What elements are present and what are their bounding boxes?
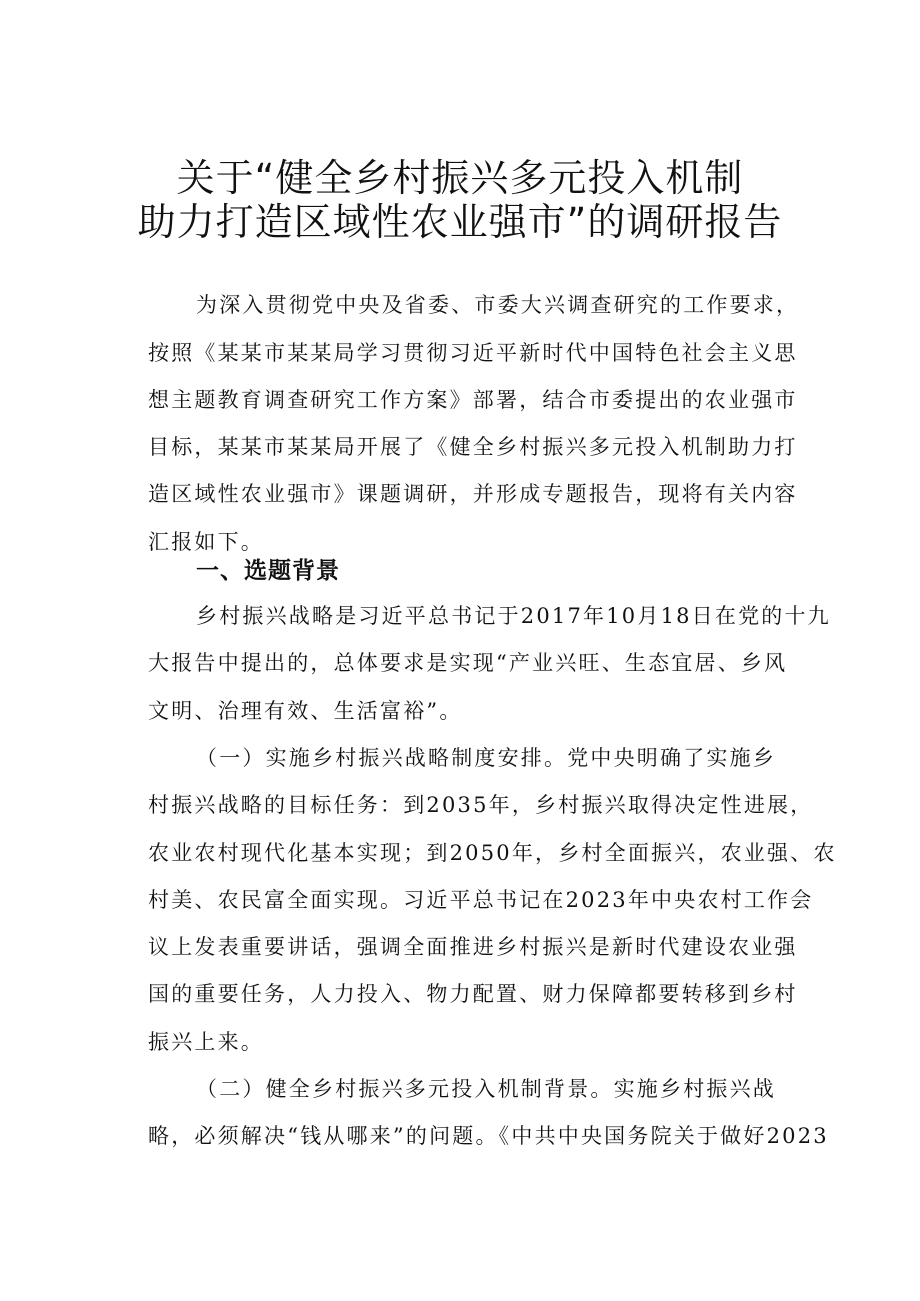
body-line: 目标，某某市某某局开展了《健全乡村振兴多元投入机制助力打 [148, 435, 798, 459]
body-line: 为深入贯彻党中央及省委、市委大兴调查研究的工作要求， [196, 293, 800, 317]
body-line: 想主题教育调查研究工作方案》部署，结合市委提出的农业强市 [148, 388, 798, 412]
body-line: 国的重要任务，人力投入、物力配置、财力保障都要转移到乡村 [148, 982, 798, 1006]
body-line: 村振兴战略的目标任务：到2035年，乡村振兴取得决定性进展， [148, 793, 814, 817]
body-line: 振兴上来。 [148, 1030, 264, 1054]
document-title-line-1: 关于“健全乡村振兴多元投入机制 [176, 156, 744, 200]
document-title-line-2: 助力打造区域性农业强市”的调研报告 [137, 200, 783, 244]
body-line: 村美、农民富全面实现。习近平总书记在2023年中央农村工作会 [148, 888, 814, 912]
body-line: 文明、治理有效、生活富裕”。 [148, 699, 463, 723]
body-line: 农业农村现代化基本实现；到2050年，乡村全面振兴，农业强、农 [148, 841, 837, 865]
body-line: 造区域性农业强市》课题调研，并形成专题报告，现将有关内容 [148, 482, 798, 506]
body-line: 大报告中提出的，总体要求是实现“产业兴旺、生态宜居、乡风 [148, 651, 788, 675]
section-heading: 一、选题背景 [196, 558, 340, 584]
body-line: 议上发表重要讲话，强调全面推进乡村振兴是新时代建设农业强 [148, 935, 798, 959]
body-line: 按照《某某市某某局学习贯彻习近平新时代中国特色社会主义思 [148, 341, 798, 365]
body-line: （一）实施乡村振兴战略制度安排。党中央明确了实施乡 [196, 746, 776, 770]
body-line: 乡村振兴战略是习近平总书记于2017年10月18日在党的十九 [196, 604, 831, 628]
body-line: 汇报如下。 [148, 530, 264, 554]
body-line: （二）健全乡村振兴多元投入机制背景。实施乡村振兴战 [196, 1077, 776, 1101]
body-line: 略，必须解决“钱从哪来”的问题。《中共中央国务院关于做好2023 [148, 1124, 829, 1148]
